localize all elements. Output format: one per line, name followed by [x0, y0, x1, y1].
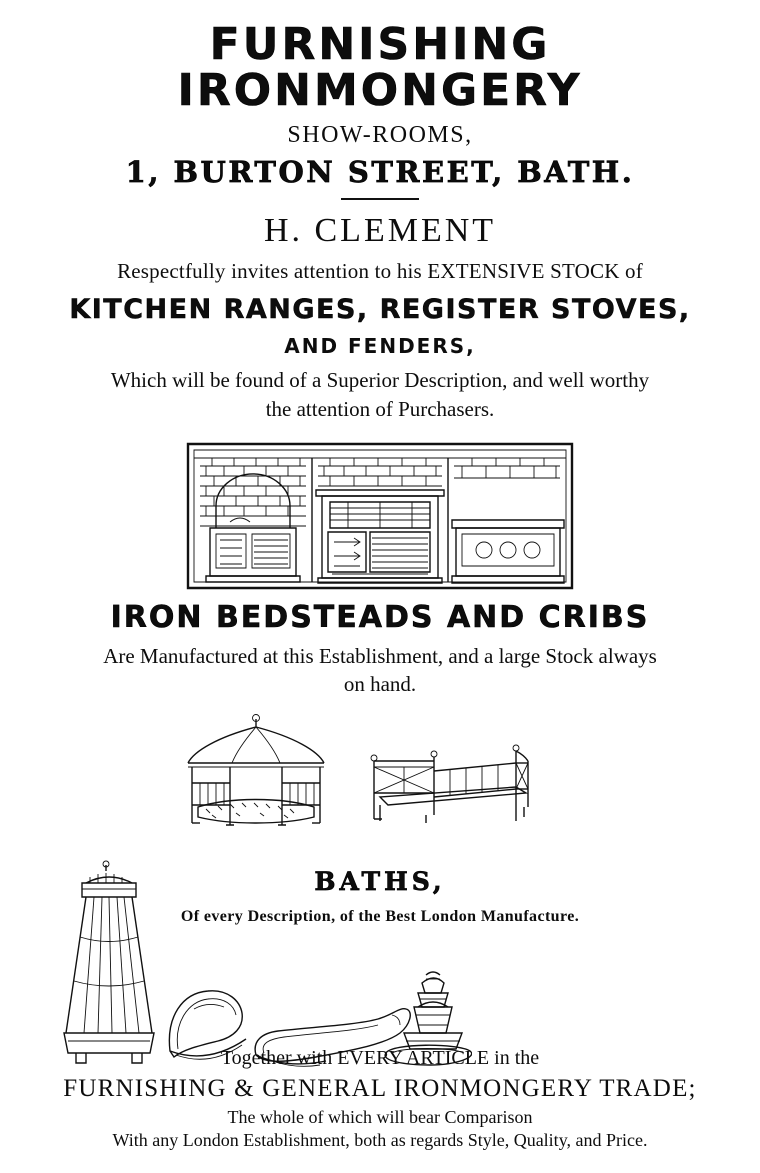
page-title: FURNISHING IRONMONGERY [177, 19, 583, 117]
bedsteads-line-1: Are Manufactured at this Establishment, and a large Stock always [103, 643, 657, 668]
baths-subtitle: Of every Description, of the Best London Manufacture. [180, 908, 580, 926]
address-line: 1, BURTON STREET, BATH. [125, 155, 635, 190]
footer-block [0, 1047, 760, 1151]
footer-line-1: Together with EVERY ARTICLE in the [220, 1047, 540, 1069]
showrooms-label: SHOW-ROOMS, [287, 122, 473, 149]
bedsteads-line-2: on hand. [343, 672, 417, 697]
kitchen-range-showroom-illustration [180, 436, 580, 596]
description-line-1: Which will be found of a Superior Description, and well worthy [110, 368, 650, 393]
bedsteads-title: IRON BEDSTEADS AND CRIBS [110, 599, 650, 635]
invitation-text: Respectfully invites attention to his EXTENSIVE STOCK of [117, 259, 643, 284]
footer-line-2: FURNISHING & GENERAL IRONMONGERY TRADE; [63, 1075, 697, 1102]
divider-rule [341, 198, 419, 200]
description-line-2: the attention of Purchasers. [265, 396, 495, 421]
advertisement-page [0, 19, 760, 1173]
baths-title: BATHS, [314, 867, 446, 897]
product-list-heading: KITCHEN RANGES, REGISTER STOVES, [69, 294, 691, 326]
footer-line-4: With any London Establishment, both as regards Style, Quality, and Price. [112, 1130, 648, 1150]
footer-line-3: The whole of which will bear Comparison [227, 1107, 533, 1127]
proprietor-name: H. CLEMENT [263, 212, 497, 250]
and-fenders-heading: AND FENDERS, [284, 334, 476, 359]
iron-bedstead-and-crib-illustration [170, 711, 590, 851]
